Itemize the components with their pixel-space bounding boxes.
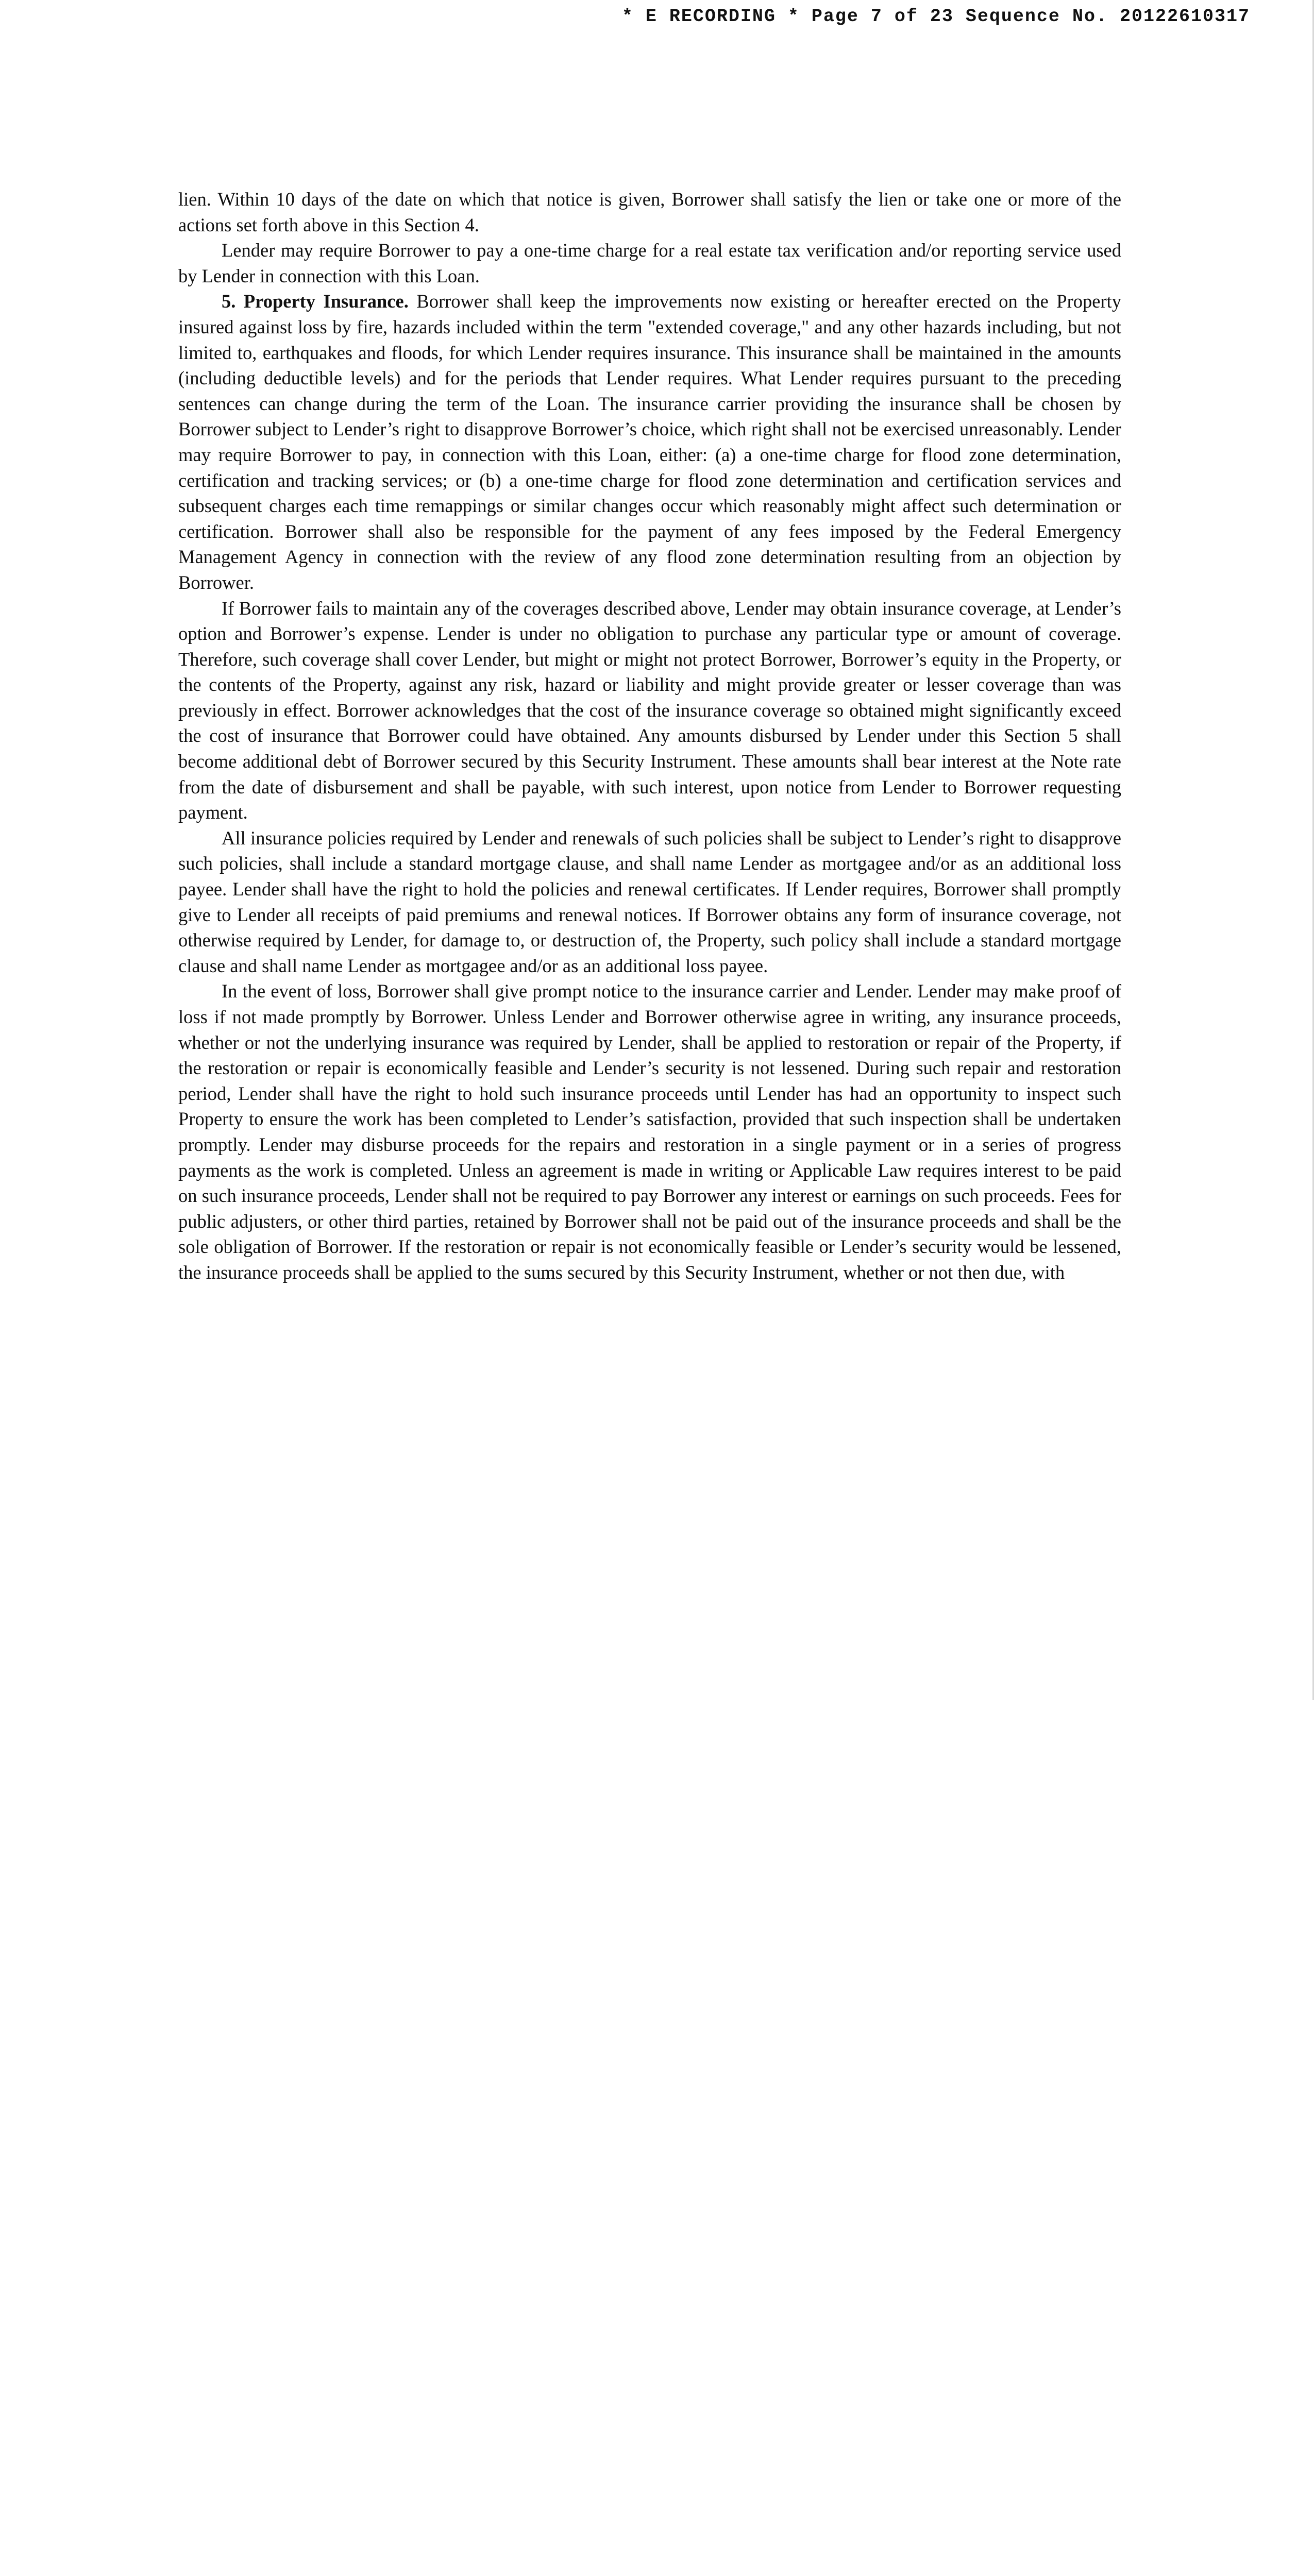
paragraph-event-of-loss: In the event of loss, Borrower shall give prompt notice to the insurance carrier and Lender. Lender may make proof of loss if not made promptly by Borrower. Unless Lender and Borrower otherwise agree in writing, any insurance proceeds, whether or not the underlying insurance was required by Lender, shall be applied to restoration or repair of the Property, if the restoration or repair is economically feasible and Lender’s security is not lessened. During such repair and restoration period, Lender shall have the right to hold such insurance proceeds until Lender has had an opportunity to inspect such Property to ensure the work has been completed to Lender’s satisfaction, provided that such inspection shall be undertaken promptly. Lender may disburse proceeds for the repairs and restoration in a single payment or in a series of progress payments as the work is completed. Unless an agreement is made in writing or Applicable Law requires interest to be paid on such insurance proceeds, Lender shall not be required to pay Borrower any interest or earnings on such proceeds. Fees for public adjusters, or other third parties, retained by Borrower shall not be paid out of the insurance proceeds and shall be the sole obligation of Borrower. If the restoration or repair is not economically feasible or Lender’s security would be lessened, the insurance proceeds shall be applied to the sums secured by this Security Instrument, whether or not then due, with: [178, 980, 1121, 1283]
paragraph-policy-requirements: All insurance policies required by Lender and renewals of such policies shall be subject to Lender’s right to disapprove such policies, shall include a standard mortgage clause, and shall name Lender as mortgagee and/or as an additional loss payee. Lender shall have the right to hold the policies and renewal certificates. If Lender requires, Borrower shall promptly give to Lender all receipts of paid premiums and renewal notices. If Borrower obtains any form of insurance coverage, not otherwise required by Lender, for damage to, or destruction of, the Property, such policy shall include a standard mortgage clause and shall name Lender as mortgagee and/or as an additional loss payee.: [178, 827, 1121, 976]
paragraph-force-placed-coverage: If Borrower fails to maintain any of the coverages described above, Lender may obtain insurance coverage, at Lender’s option and Borrower’s expense. Lender is under no obligation to purchase any particular type or amount of coverage. Therefore, such coverage shall cover Lender, but might or might not protect Borrower, Borrower’s equity in the Property, or the contents of the Property, against any risk, hazard or liability and might provide greater or lesser coverage than was previously in effect. Borrower acknowledges that the cost of the insurance coverage so obtained might significantly exceed the cost of insurance that Borrower could have obtained. Any amounts disbursed by Lender under this Section 5 shall become additional debt of Borrower secured by this Security Instrument. These amounts shall bear interest at the Note rate from the date of disbursement and shall be payable, with such interest, upon notice from Lender to Borrower requesting payment.: [178, 597, 1121, 823]
paragraph-tax-verification: Lender may require Borrower to pay a one-time charge for a real estate tax verification and/or reporting service used by Lender in connection with this Loan.: [178, 240, 1121, 286]
section-5-text: Borrower shall keep the improvements now existing or hereafter erected on the Property insured against loss by fire, hazards included within the term "extended coverage," and any other hazards including, but not limited to, earthquakes and floods, for which Lender requires insurance. This insurance shall be maintained in the amounts (including deductible levels) and for the periods that Lender requires. What Lender requires pursuant to the preceding sentences can change during the term of the Loan. The insurance carrier providing the insurance shall be chosen by Borrower subject to Lender’s right to disapprove Borrower’s choice, which right shall not be exercised unreasonably. Lender may require Borrower to pay, in connection with this Loan, either: (a) a one-time charge for flood zone determination, certification and tracking services; or (b) a one-time charge for flood zone determination and certification services and subsequent charges each time remappings or similar changes occur which reasonably might affect such determination or certification. Borrower shall also be responsible for the payment of any fees imposed by the Federal Emergency Management Agency in connection with the review of any flood zone determination resulting from an objection by Borrower.: [178, 291, 1122, 593]
recording-header: * E RECORDING * Page 7 of 23 Sequence No. 20122610317: [621, 6, 1250, 27]
paragraph-lien-continuation: lien. Within 10 days of the date on which that notice is given, Borrower shall satisfy the lien or take one or more of the actions set forth above in this Section 4.: [178, 189, 1121, 235]
section-5-heading: 5. Property Insurance.: [222, 291, 409, 312]
paragraph-property-insurance: [178, 289, 1121, 595]
document-body: [178, 187, 1121, 1285]
page-footer: [0, 1443, 1314, 1618]
